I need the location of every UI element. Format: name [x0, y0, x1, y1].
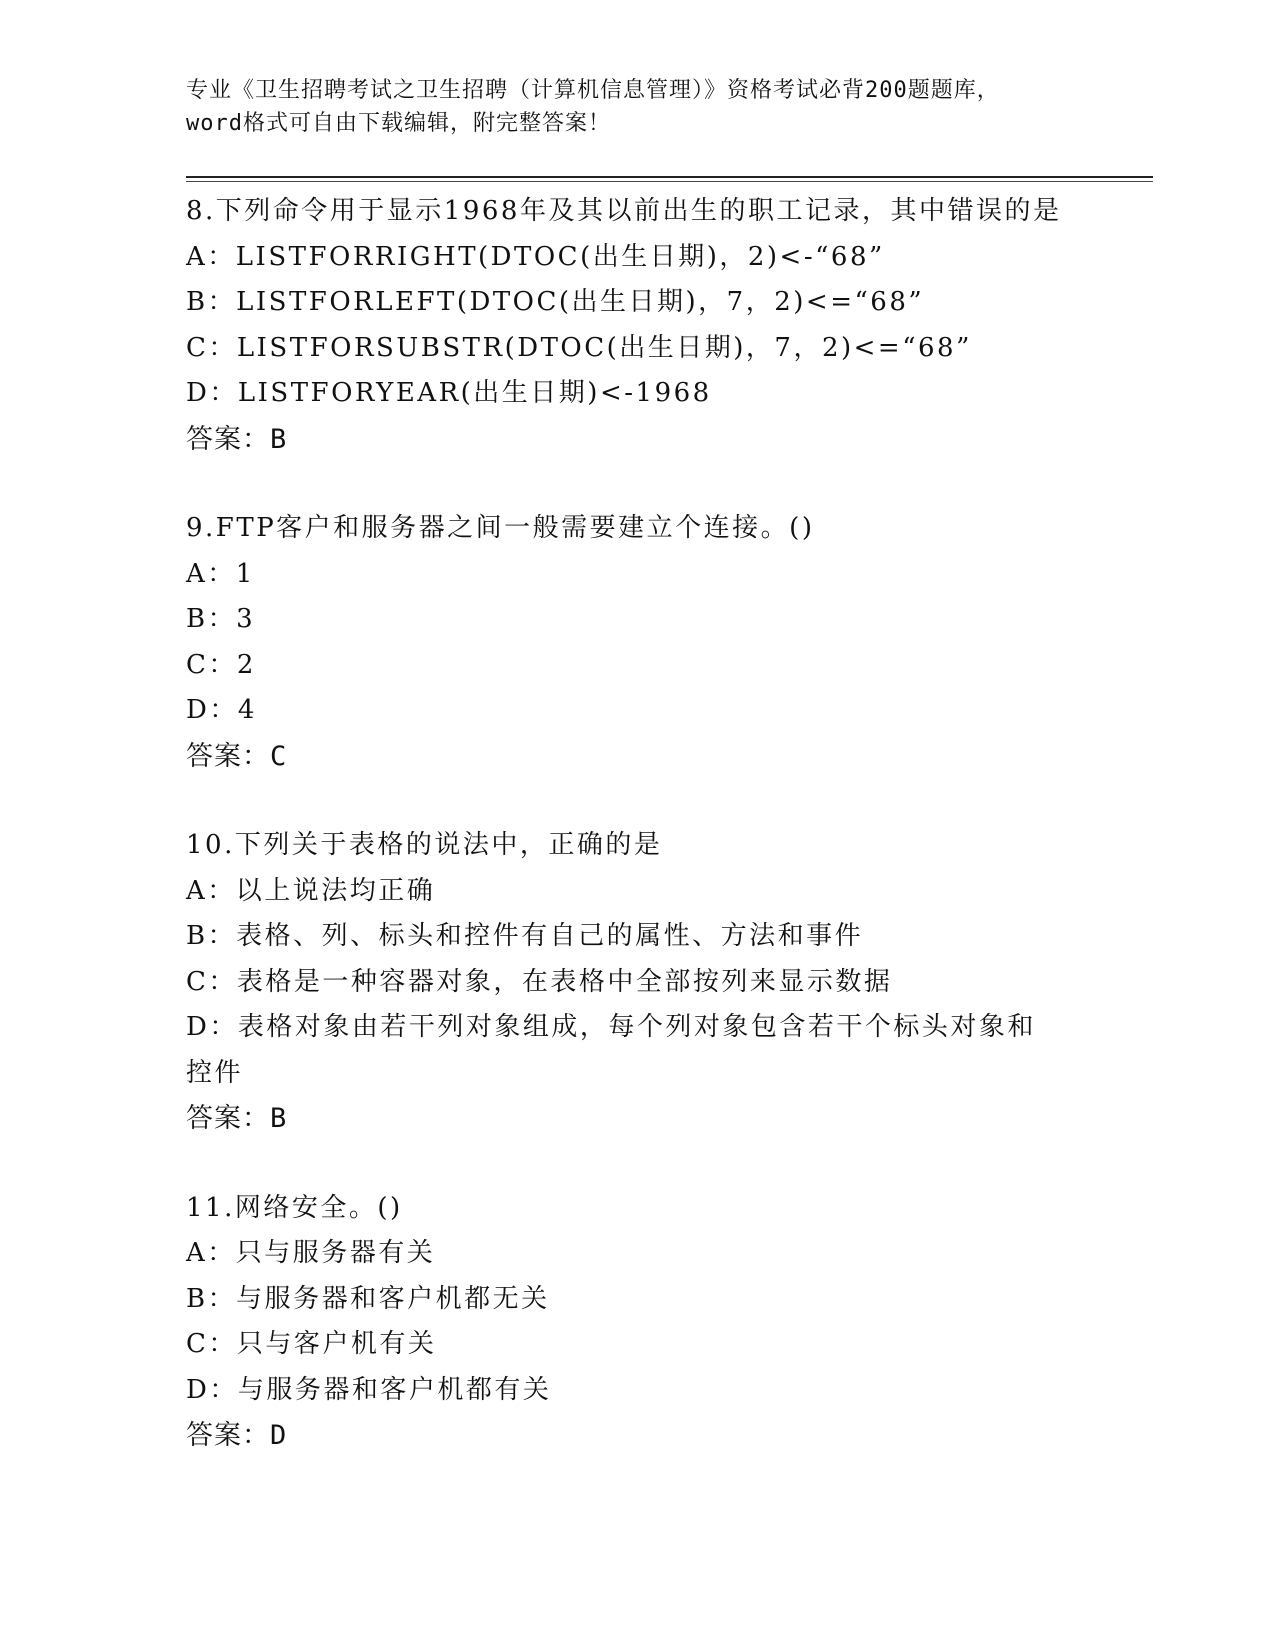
option-a: A：1	[186, 558, 255, 589]
option-b: B：3	[186, 604, 256, 634]
option-b: B：与服务器和客户机都无关	[186, 1283, 550, 1314]
option-b: B：表格、列、标头和控件有自己的属性、方法和事件	[186, 921, 864, 951]
option-d: D：4	[186, 695, 257, 725]
header-line-2: word格式可自由下载编辑，附完整答案！	[186, 111, 611, 136]
option-a: A：只与服务器有关	[186, 1238, 436, 1268]
answer-label: 答案：D	[186, 1420, 288, 1451]
header-line-1: 专业《卫生招聘考试之卫生招聘（计算机信息管理）》资格考试必背200题题库，	[186, 78, 1000, 103]
option-c: C：2	[186, 649, 256, 680]
option-c: C：LISTFORSUBSTR(DTOC(出生日期)，7，2)<=“68”	[186, 332, 972, 363]
question-9	[186, 506, 1086, 779]
option-c: C：表格是一种容器对象，在表格中全部按列来显示数据	[186, 966, 893, 997]
answer-label: 答案：B	[186, 1103, 288, 1134]
question-stem: 9.FTP客户和服务器之间一般需要建立个连接。()	[186, 513, 815, 543]
option-b: B：LISTFORLEFT(DTOC(出生日期)，7，2)<=“68”	[186, 287, 925, 317]
option-d: D：表格对象由若干列对象组成，每个列对象包含若干个标头对象和控件	[186, 1012, 1036, 1088]
option-d: D：LISTFORYEAR(出生日期)<-1968	[186, 378, 712, 408]
option-c: C：只与客户机有关	[186, 1329, 437, 1359]
question-8	[186, 189, 1086, 462]
header-divider	[186, 176, 1153, 178]
option-a: A：LISTFORRIGHT(DTOC(出生日期)，2)<-“68”	[186, 241, 885, 272]
header-divider-thin	[186, 181, 1153, 182]
option-a: A：以上说法均正确	[186, 875, 436, 906]
question-stem: 10.下列关于表格的说法中，正确的是	[186, 830, 663, 860]
question-stem: 11.网络安全。()	[186, 1192, 403, 1223]
answer-label: 答案：B	[186, 423, 288, 455]
question-10	[186, 823, 1086, 1142]
question-list	[186, 189, 1086, 1459]
question-11	[186, 1186, 1086, 1459]
document-header	[186, 74, 1086, 140]
question-stem: 8.下列命令用于显示1968年及其以前出生的职工记录，其中错误的是	[186, 196, 1062, 226]
option-d: D：与服务器和客户机都有关	[186, 1374, 552, 1405]
answer-label: 答案：C	[186, 740, 288, 772]
